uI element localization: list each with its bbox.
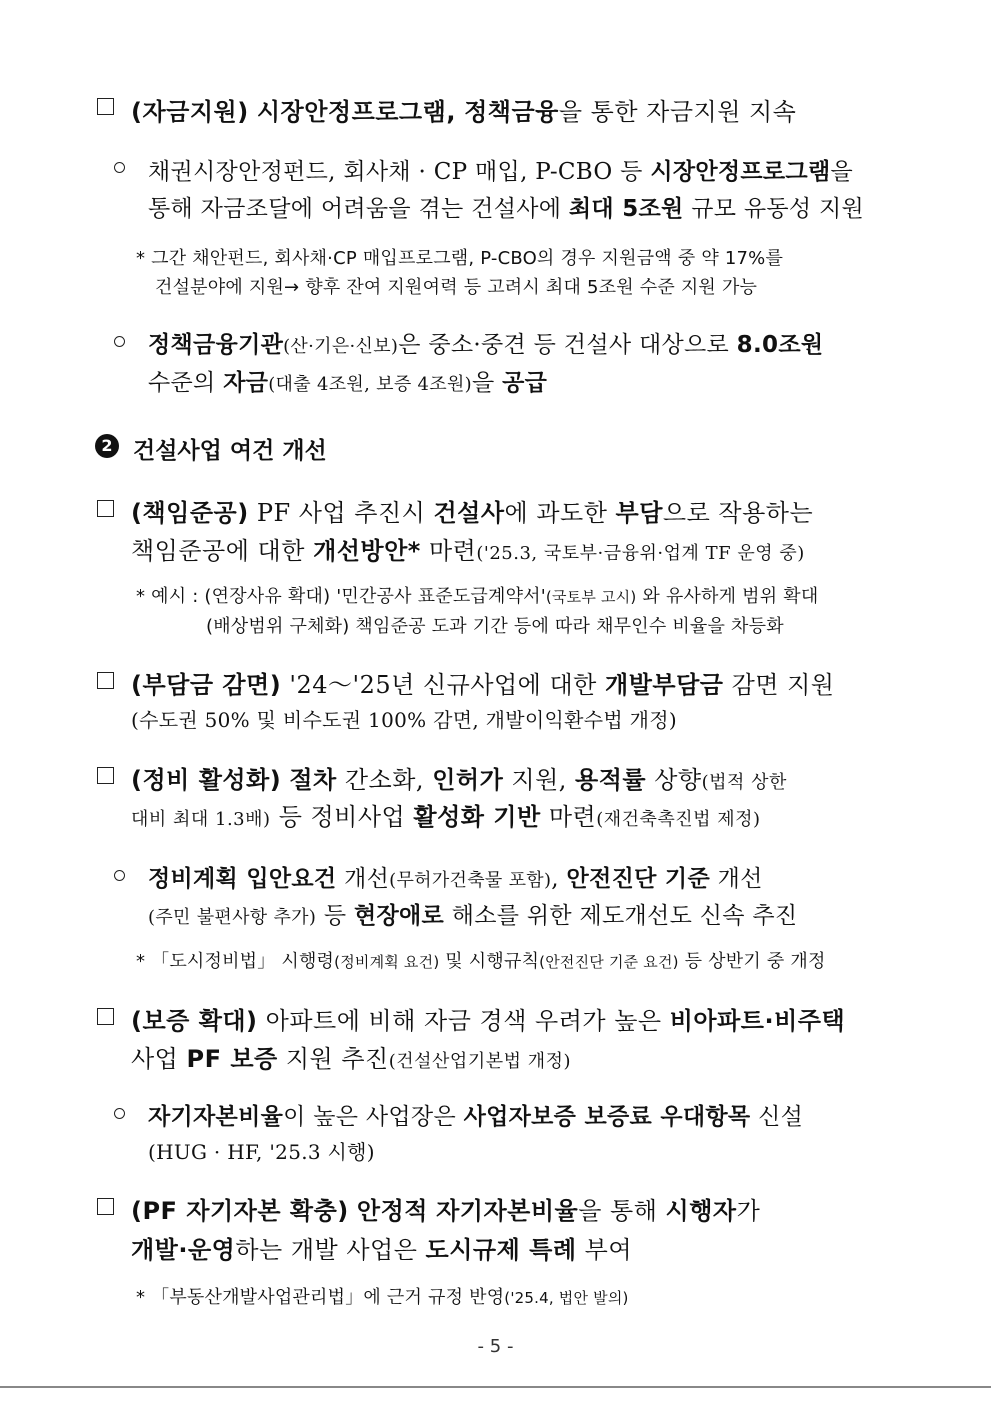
checkbox-square-icon — [97, 500, 114, 517]
note-real-estate-act: * 「부동산개발사업관리법」에 근거 규정 반영('25.4, 법안 발의) — [136, 1287, 629, 1308]
checkbox-square-icon — [97, 767, 114, 784]
section-title: 건설사업 여건 개선 — [133, 438, 327, 464]
circle-bullet-icon — [114, 870, 125, 881]
sub-redevelopment-plan-line1: 정비계획 입안요건 개선(무허가건축물 포함), 안전진단 기준 개선 — [148, 866, 763, 892]
sub-market-stabilization-line1: 채권시장안정펀드, 회사채 · CP 매입, P-CBO 등 시장안정프로그램을 — [148, 159, 854, 185]
item-pf-equity-line2: 개발·운영하는 개발 사업은 도시규제 특례 부여 — [131, 1236, 633, 1264]
item-completion-guarantee-line2: 책임준공에 대한 개선방안* 마련('25.3, 국토부·금융위·업계 TF 운영 중) — [131, 537, 805, 565]
circle-bullet-icon — [114, 1108, 125, 1119]
checkbox-square-icon — [97, 1198, 114, 1215]
item-funding-support: (자금지원) 시장안정프로그램, 정책금융을 통한 자금지원 지속 — [131, 98, 797, 126]
section-number-badge: 2 — [95, 434, 119, 458]
sub-policy-finance-line2: 수준의 자금(대출 4조원, 보증 4조원)을 공급 — [148, 370, 548, 396]
note-completion-line2: (배상범위 구체화) 책임준공 도과 기간 등에 따라 채무인수 비율을 차등화 — [206, 616, 784, 637]
item-charge-reduction-line2: (수도권 50% 및 비수도권 100% 감면, 개발이익환수법 개정) — [131, 708, 677, 732]
item-redevelopment-line2: 대비 최대 1.3배) 등 정비사업 활성화 기반 마련(재건축촉진법 제정) — [131, 803, 761, 831]
item-pf-equity-line1: (PF 자기자본 확충) 안정적 자기자본비율을 통해 시행자가 — [131, 1197, 761, 1225]
sub-equity-ratio-line1: 자기자본비율이 높은 사업장은 사업자보증 보증료 우대항목 신설 — [148, 1104, 804, 1130]
item-guarantee-expansion-line1: (보증 확대) 아파트에 비해 자금 경색 우려가 높은 비아파트·비주택 — [131, 1007, 846, 1035]
circle-bullet-icon — [114, 162, 125, 173]
page-number: - 5 - — [477, 1336, 514, 1357]
bottom-divider — [0, 1386, 991, 1388]
note-funding-line2: 건설분야에 지원→ 향후 잔여 지원여력 등 고려시 최대 5조원 수준 지원 가능 — [155, 277, 758, 298]
note-funding-line1: * 그간 채안펀드, 회사채·CP 매입프로그램, P-CBO의 경우 지원금액 중 약 17%를 — [136, 248, 784, 269]
sub-redevelopment-plan-line2: (주민 불편사항 추가) 등 현장애로 해소를 위한 제도개선도 신속 추진 — [148, 903, 798, 929]
sub-market-stabilization-line2: 통해 자금조달에 어려움을 겪는 건설사에 최대 5조원 규모 유동성 지원 — [148, 196, 865, 222]
item-charge-reduction-line1: (부담금 감면) '24～'25년 신규사업에 대한 개발부담금 감면 지원 — [131, 671, 835, 699]
circle-bullet-icon — [114, 336, 125, 347]
sub-equity-ratio-line2: (HUG · HF, '25.3 시행) — [148, 1140, 375, 1164]
checkbox-square-icon — [97, 98, 114, 115]
item-completion-guarantee-line1: (책임준공) PF 사업 추진시 건설사에 과도한 부담으로 작용하는 — [131, 499, 814, 527]
item-guarantee-expansion-line2: 사업 PF 보증 지원 추진(건설산업기본법 개정) — [131, 1045, 572, 1073]
note-completion-line1: * 예시 : (연장사유 확대) '민간공사 표준도급계약서'(국토부 고시) 와 유사하게 범위 확대 — [136, 586, 819, 607]
checkbox-square-icon — [97, 672, 114, 689]
checkbox-square-icon — [97, 1008, 114, 1025]
note-urban-redevelopment: * 「도시정비법」 시행령(정비계획 요건) 및 시행규칙(안전진단 기준 요건) 등 상반기 중 개정 — [136, 951, 826, 972]
item-redevelopment-line1: (정비 활성화) 절차 간소화, 인허가 지원, 용적률 상향(법적 상한 — [131, 766, 787, 794]
sub-policy-finance-line1: 정책금융기관(산·기은·신보)은 중소·중견 등 건설사 대상으로 8.0조원 — [148, 332, 824, 358]
